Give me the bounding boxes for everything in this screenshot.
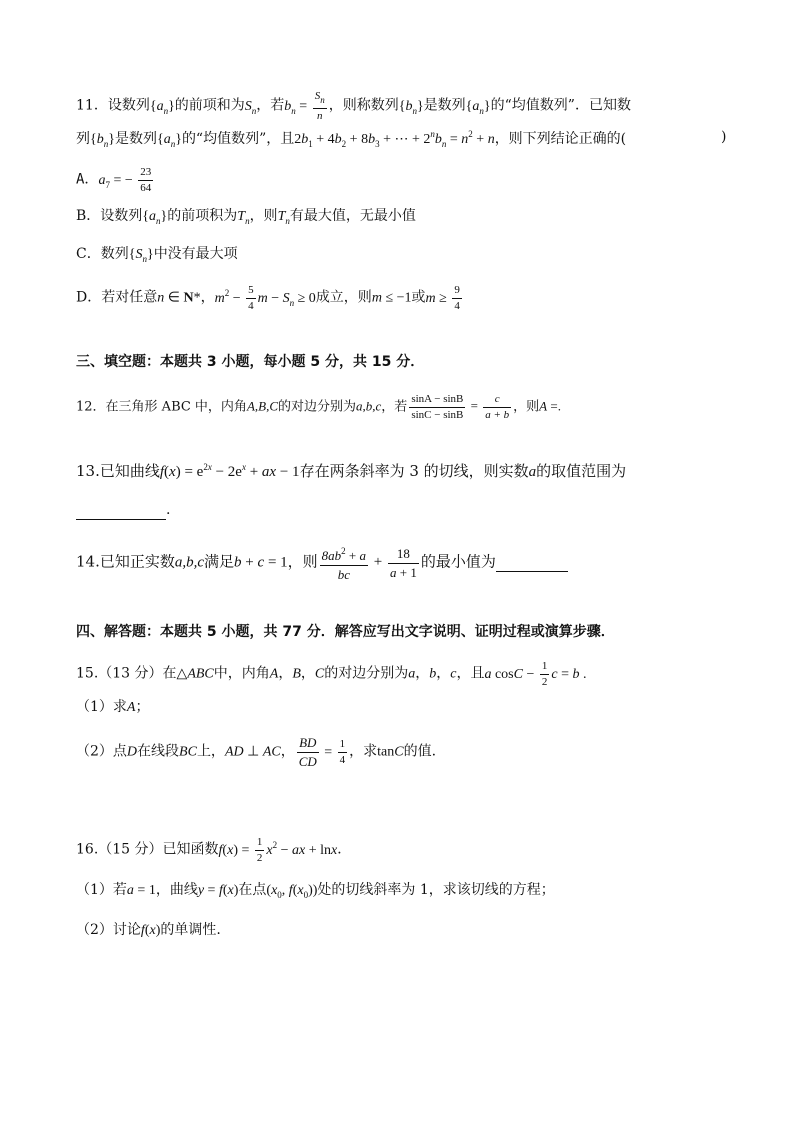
math: $T_n$ [237, 209, 250, 226]
q14-text: 满足 [204, 552, 235, 571]
option-text: ，则 [249, 208, 278, 224]
math: A [126, 700, 136, 715]
math: △ABC [176, 666, 214, 682]
q16-text: ，曲线 [155, 882, 198, 898]
q15-text: 的值. [403, 743, 437, 760]
q16-text: 16.（15 分）已知函数 [76, 841, 219, 858]
math: $\{a_n\}$ [149, 98, 175, 116]
q11-text: 11．设数列 [76, 97, 150, 114]
fraction-den: sinC − sinB [411, 409, 464, 421]
q11-option-b [76, 209, 416, 226]
q11-text: 是数列 [114, 131, 157, 147]
section-3-heading: 三、填空题：本题共 3 小题，每小题 5 分，共 15 分． [76, 354, 425, 370]
math: n ∈ N* [157, 290, 201, 306]
q16-line1 [76, 836, 351, 865]
q15-text: 15.（13 分）在 [76, 665, 177, 682]
q11-line1 [76, 90, 631, 123]
option-text: 有最大值，无最小值 [289, 208, 416, 224]
option-text: C．数列 [76, 246, 129, 262]
q12 [76, 393, 561, 422]
q16-text: （1）若 [76, 882, 127, 898]
q11-text: ，则下列结论正确的( [494, 131, 627, 147]
q15-text: ； [135, 699, 150, 715]
math: $\{a_n\}$ [156, 132, 182, 149]
fraction-den: 64 [140, 182, 152, 194]
q11-text: 的前项和为 [174, 97, 245, 114]
math: $\{a_n\}$ [142, 209, 168, 226]
q12-text: ，则 [513, 399, 540, 415]
math: $b_n$ = $\frac{S_n}{n}$ [284, 90, 325, 122]
q11-option-a [76, 166, 155, 195]
math: f(x) [140, 923, 161, 938]
math: a [408, 666, 416, 682]
q13-text: 13.已知曲线 [76, 462, 160, 480]
q16-text: ． [337, 841, 352, 858]
q16-part2 [76, 923, 221, 938]
q15-text: （1）求 [76, 699, 127, 715]
fraction-num: sinA − sinB [409, 393, 465, 408]
math: D [126, 744, 138, 760]
math: m ≤ −1 [371, 290, 412, 306]
math: A =. [539, 398, 561, 414]
math: $\{S_n\}$ [128, 247, 154, 264]
q11-text: ，若 [256, 97, 285, 114]
math: $S_n$ [244, 98, 257, 116]
q15-text: 上， [196, 743, 225, 760]
paren: ) [721, 129, 727, 145]
q16-text: 在点 [238, 882, 267, 898]
math: $\{b_n\}$ [398, 98, 424, 116]
math: $\frac{BD}{CD}$ = $\frac{1}{4}$ [298, 735, 346, 769]
option-text: 的前项积为 [167, 208, 238, 224]
q13-text: 存在两条斜率为 3 的切线，则实数 [299, 462, 529, 480]
math: B [292, 666, 301, 682]
math: a cosC − $\frac{1}{2}$ c = b . [484, 660, 587, 688]
math: $\{a_n\}$ [465, 98, 491, 116]
math: a,b,c [174, 554, 205, 571]
math: f(x) = $\frac{1}{2}$ $x^2$ − ax + lnx [218, 836, 338, 864]
q15-text: 在线段 [137, 743, 180, 760]
q16-text: 处的切线斜率为 1，求该切线的方程； [317, 882, 555, 898]
math: $2b_1 + 4b_2 + 8b_3$ + ⋯ + $2^nb_n = n^2 + n$ [294, 129, 495, 149]
q15-text: 的对边分别为 [324, 665, 409, 682]
math: y = f(x) [197, 883, 239, 898]
fraction-num: 23 [138, 166, 153, 181]
q15-text: （2）点 [76, 743, 127, 760]
math: a,b,c [356, 398, 382, 414]
option-label: A． [76, 171, 99, 188]
q11-close-paren [721, 130, 726, 144]
option-text: 成立，则 [315, 289, 372, 306]
option-text: 中没有最大项 [153, 246, 238, 262]
q13-line1 [76, 463, 626, 480]
answer-blank[interactable] [496, 556, 568, 572]
q13-line2 [76, 503, 170, 520]
option-text: ， [200, 289, 215, 306]
q15-part2 [76, 735, 436, 770]
q16-text: （2）讨论 [76, 922, 141, 938]
q11-option-c [76, 247, 238, 264]
q12-text: 12．在三角形 ABC 中，内角 [76, 399, 247, 415]
math: tanC [377, 744, 404, 760]
q11-text: 的“均值数列”，且 [181, 131, 295, 147]
math: $\frac{8ab^2 + a}{bc}$ + $\frac{18}{a + 1}$ [318, 554, 421, 570]
math: $T_n$ [277, 209, 290, 226]
q11-text: 列 [76, 131, 90, 147]
q14 [76, 543, 568, 583]
math: $a_7$ = − $\frac{23}{64}$ [98, 166, 152, 194]
q12-text: 的对边分别为 [278, 399, 357, 415]
math: $f(x) = e^{2x} - 2e^x$ + ax − 1 [159, 462, 300, 480]
math: m ≥ $\frac{9}{4}$ [425, 284, 460, 312]
section-4-heading: 四、解答题：本题共 5 小题，共 77 分．解答应写出文字说明、证明过程或演算步骤． [76, 624, 615, 640]
answer-blank[interactable] [76, 505, 166, 520]
q15-text: ， [280, 743, 295, 760]
q14-text: 的最小值为 [420, 552, 496, 571]
option-text: B．设数列 [76, 208, 143, 224]
math: a [528, 464, 537, 480]
q15-line1: 15.（13 分）在△ABC中，内角A，B，C的对边分别为a，b，c，且a cosC − $\frac{1}{2}$ c = b . [76, 660, 587, 688]
q11-text: ，则称数列 [328, 97, 399, 114]
math: A [269, 666, 279, 682]
math: AD ⊥ AC [224, 744, 281, 760]
option-text: 或 [411, 289, 426, 306]
q11-line2 [76, 130, 626, 149]
q11-option-d [76, 284, 464, 313]
math: BC [179, 744, 197, 760]
math: $m^2$ − $\frac{5}{4}$ $m - S_n \ge 0$ [214, 284, 316, 312]
math: A,B,C [246, 398, 278, 414]
math: c [450, 666, 457, 682]
q15-text: 中，内角 [213, 665, 270, 682]
math: b [429, 666, 437, 682]
math: C [314, 666, 325, 682]
q14-text: 14.已知正实数 [76, 552, 175, 571]
q14-text: ，则 [287, 552, 318, 571]
math: $\frac{\sin A - \sin B}{\sin C - \sin B}$ = $\frac{c}{a + b}$ [411, 393, 510, 421]
q15-part1 [76, 700, 149, 715]
q13-text: 的取值范围为 [536, 462, 627, 480]
q16-part1 [76, 883, 555, 900]
q11-text: 的“均值数列”．已知数 [490, 97, 631, 114]
q12-text: ，若 [381, 399, 408, 415]
math: a = 1 [126, 883, 156, 898]
q13-end: . [166, 502, 171, 518]
q11-text: 是数列 [423, 97, 466, 114]
option-text: D．若对任意 [76, 289, 158, 306]
q15-text: ，求 [349, 743, 378, 760]
math: ($x_0$, $f(x_0)$) [266, 883, 318, 900]
q16-text: 的单调性. [160, 922, 221, 938]
math: $\{b_n\}$ [90, 132, 115, 149]
math: b + c = 1 [234, 554, 288, 571]
q15-text: ，且 [456, 665, 485, 682]
